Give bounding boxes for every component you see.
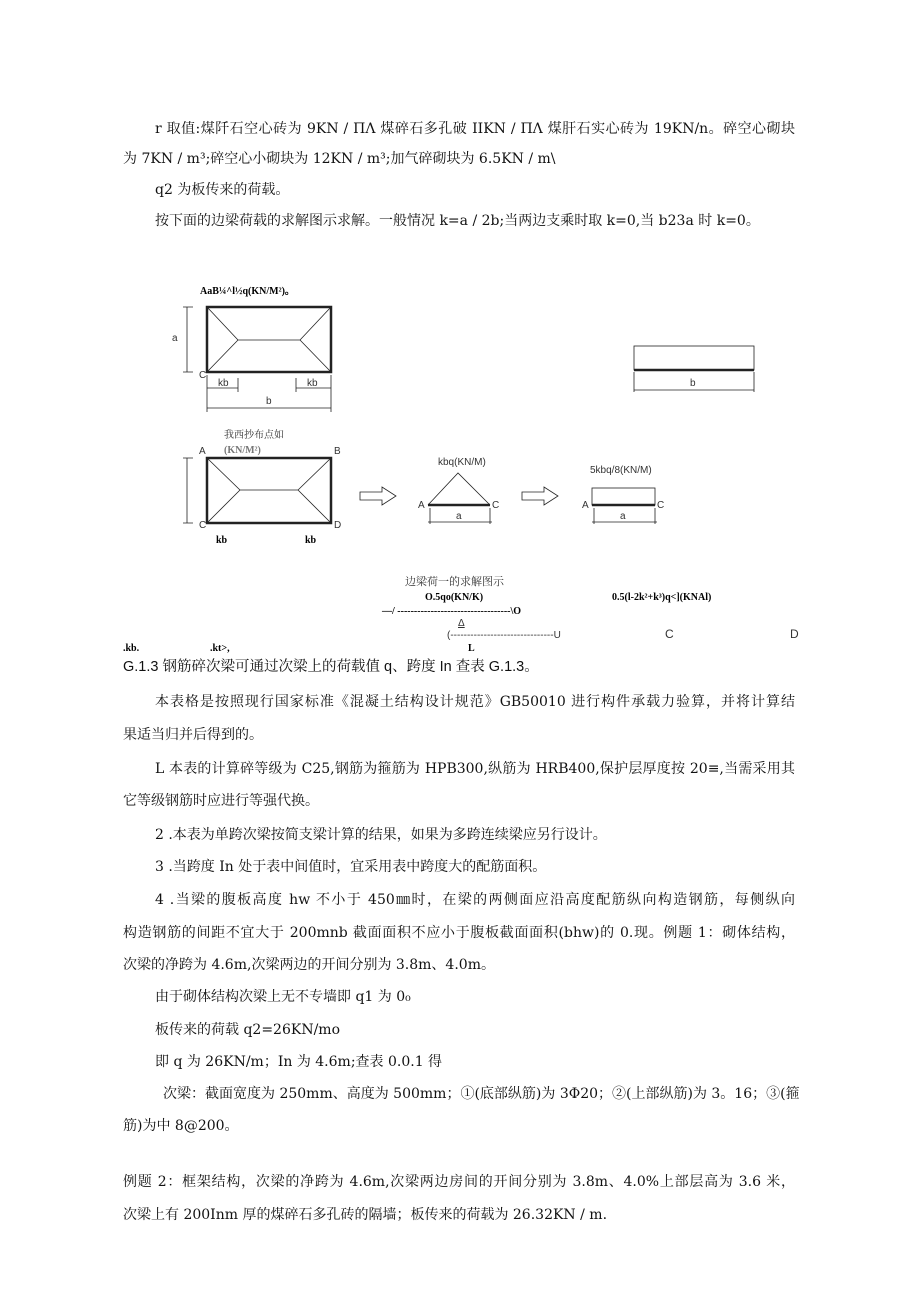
body-line: 它等级钢筋时应进行等强代换。: [123, 793, 319, 809]
body-line: 本表格是按照现行国家标准《混凝土结构设计规范》GB50010 进行构件承载力验算，并将计算结: [155, 694, 795, 710]
dim-a-label: a: [620, 511, 626, 522]
triangle-load-label: kbq(KN/M): [438, 457, 486, 468]
corner-c-label: C: [199, 520, 207, 531]
kb-label: kb: [216, 535, 228, 546]
kb-label-bottom: .kb.: [123, 643, 140, 654]
kb-label: kb: [305, 535, 317, 546]
corner-c-label: C: [199, 370, 207, 381]
body-line: L 本表的计算碎等级为 C25,钢筋为箍筋为 HPB300,纵筋为 HRB400,保护层厚度按 20≡,当需采用其: [155, 761, 795, 777]
figure-caption: 边梁荷一的求解图示: [405, 575, 504, 588]
body-line: 4 .当梁的腹板高度 hw 不小于 450㎜时，在梁的两侧面应沿高度配筋纵向构造钢筋，每侧纵向: [155, 892, 795, 908]
dimension-line-a: [183, 307, 193, 372]
dim-b-label: b: [266, 396, 272, 407]
body-line: 3 .当跨度 In 处于表中间值时，宜采用表中跨度大的配筋面积。: [155, 859, 547, 875]
load-line-2: (-------------------------------U: [447, 630, 561, 641]
delta-label: Δ: [458, 618, 465, 629]
corner-a-label: A: [199, 446, 206, 457]
yield-lines-2: [207, 458, 331, 523]
mid-label: 我西抄布点如: [224, 430, 284, 441]
figure-top-label: AaB¼^l½q(KN/M²)。: [200, 286, 295, 297]
body-line: 果适当归并后得到的。: [123, 727, 263, 743]
c-label: C: [665, 627, 674, 641]
corner-a-label: A: [418, 500, 425, 511]
intro-line: q2 为板传来的荷载。: [155, 182, 290, 198]
dim-b-label: b: [690, 378, 696, 389]
dim-kb-label: kb: [218, 378, 229, 389]
section-heading: G.1.3 钢筋碎次梁可通过次梁上的荷载值 q、跨度 In 查表 G.1.3。: [123, 659, 539, 675]
load-label-1: O.5qo(KN/K): [425, 592, 484, 603]
body-line: 次梁上有 200Inm 厚的煤碎石多孔砖的隔墙；板传来的荷载为 26.32KN / m.: [123, 1207, 608, 1223]
corner-b-label: B: [334, 446, 341, 457]
body-line: 筋)为中 8@200。: [123, 1118, 239, 1134]
l-label: L: [468, 643, 475, 654]
slab-plan-2: [207, 458, 331, 523]
body-line: 构造钢筋的间距不宜大于 200mnb 截面面积不应小于腹板截面面积(bhw)的 0.现。例题 1：砌体结构，: [123, 925, 795, 941]
beam-load-rect: [634, 346, 754, 370]
corner-a-label: A: [582, 500, 589, 511]
dim-kb-label: kb: [307, 378, 318, 389]
intro-line: r 取值:煤阡石空心砖为 9KN / ΠΛ 煤碎石多孔破 IIKN / ΠΛ 煤肝石实心砖为 19KN/n。碎空心砌块: [155, 121, 795, 137]
dim-a-label: a: [172, 333, 178, 344]
arrow-right-icon: [522, 487, 558, 505]
dim-a-label: a: [456, 511, 462, 522]
d-label: D: [790, 627, 799, 641]
mid-label-units: (KN/M²): [224, 445, 261, 456]
uniform-load: [592, 488, 655, 505]
body-line: 板传来的荷载 q2=26KN/mo: [155, 1022, 340, 1038]
body-line: 即 q 为 26KN/m；In 为 4.6m;查表 0.0.1 得: [155, 1054, 443, 1070]
body-line: 例题 2：框架结构，次梁的净跨为 4.6m,次梁两边房间的开间分别为 3.8m、4.0%上部层高为 3.6 米，: [123, 1174, 795, 1190]
body-line: 由于砌体结构次梁上无不专墙即 q1 为 0₀: [155, 989, 411, 1005]
triangular-load: [428, 473, 490, 505]
body-line: 2 .本表为单跨次梁按简支梁计算的结果，如果为多跨连续梁应另行设计。: [155, 827, 607, 843]
yield-lines-1: [207, 307, 331, 372]
slab-plan-1: [207, 307, 331, 372]
body-line: 次梁的净跨为 4.6m,次梁两边的开间分别为 3.8m、4.0m。: [123, 957, 495, 973]
uniform-load-label: 5kbq/8(KN/M): [590, 465, 652, 476]
intro-line: 按下面的边梁荷载的求解图示求解。一般情况 k=a / 2b;当两边支乘时取 k=0,当 b23a 时 k=0。: [155, 213, 760, 229]
corner-d-label: D: [334, 520, 342, 531]
corner-c-label: C: [657, 500, 665, 511]
corner-c-label: C: [492, 500, 500, 511]
load-line-1: —/ ----------------------------------\O: [382, 606, 522, 617]
body-line: 次梁：截面宽度为 250mm、高度为 500mm；①(底部纵筋)为 3Φ20；②(上部纵筋)为 3。16；③(箍: [163, 1086, 800, 1102]
load-label-2: 0.5(l-2k²+k³)q<](KNAl): [612, 592, 712, 603]
arrow-right-icon: [360, 487, 396, 505]
kb-label-bottom: .kt>,: [210, 643, 230, 654]
dimension-line-a: [183, 458, 193, 523]
intro-line: 为 7KN / m³;碎空心小砌块为 12KN / m³;加气碎砌块为 6.5KN / m\: [123, 151, 556, 167]
